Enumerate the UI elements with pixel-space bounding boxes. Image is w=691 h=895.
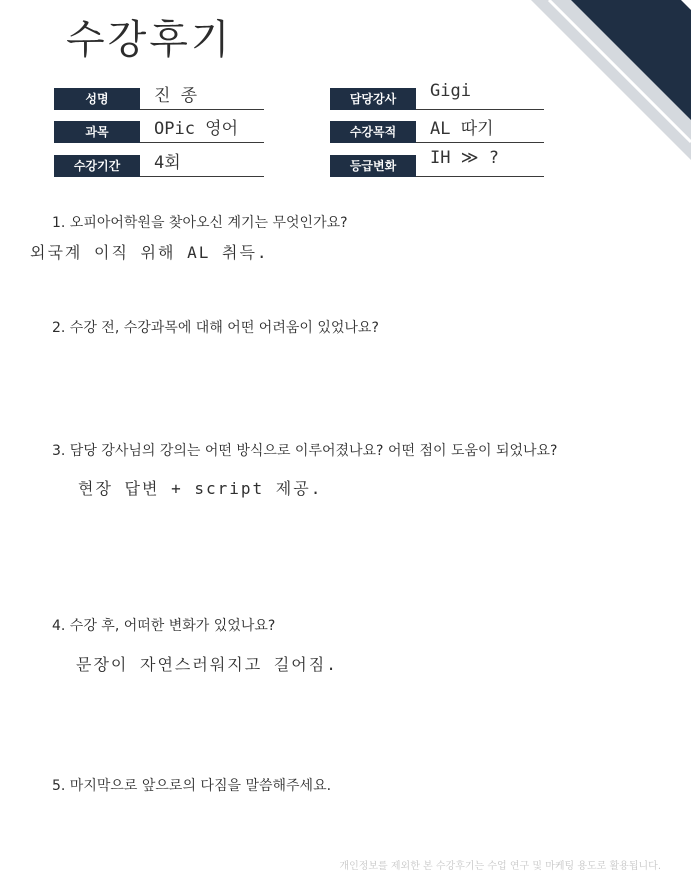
question-2: 2. 수강 전, 수강과목에 대해 어떤 어려움이 있었나요? xyxy=(52,320,379,336)
name-field xyxy=(54,88,264,110)
grade-change-field xyxy=(330,148,544,177)
purpose-value: AL 따기 xyxy=(430,119,494,139)
grade-change-underline xyxy=(416,176,544,177)
corner-decoration xyxy=(531,0,691,160)
subject-value: OPic 영어 xyxy=(154,119,239,139)
question-3: 3. 담당 강사님의 강의는 어떤 방식으로 이루어졌나요? 어떤 점이 도움이 되었나요? xyxy=(52,443,558,459)
period-field xyxy=(54,155,264,177)
period-label: 수강기간 xyxy=(54,155,140,177)
period-underline xyxy=(140,176,264,177)
question-4: 4. 수강 후, 어떠한 변화가 있었나요? xyxy=(52,618,276,634)
question-5: 5. 마지막으로 앞으로의 다짐을 말씀해주세요. xyxy=(52,778,332,794)
purpose-label: 수강목적 xyxy=(330,121,416,143)
answer-4: 문장이 자연스러워지고 길어짐. xyxy=(76,655,338,674)
subject-underline xyxy=(140,142,264,143)
purpose-field xyxy=(330,121,544,143)
teacher-value: Gigi xyxy=(430,81,471,101)
teacher-field xyxy=(330,81,544,110)
page-title: 수강후기 xyxy=(66,17,233,63)
period-value: 4회 xyxy=(154,153,181,173)
subject-label: 과목 xyxy=(54,121,140,143)
footer-note: 개인정보를 제외한 본 수강후기는 수업 연구 및 마케팅 용도로 활용됩니다. xyxy=(339,861,661,872)
purpose-underline xyxy=(416,142,544,143)
question-1: 1. 오피아어학원을 찾아오신 계기는 무엇인가요? xyxy=(52,215,348,231)
grade-change-label: 등급변화 xyxy=(330,155,416,177)
teacher-label: 담당강사 xyxy=(330,88,416,110)
answer-1: 외국계 이직 위해 AL 취득. xyxy=(30,243,269,262)
grade-change-value: IH ≫ ? xyxy=(430,148,499,168)
subject-field xyxy=(54,121,264,143)
answer-3: 현장 답변 + script 제공. xyxy=(78,479,323,498)
name-label: 성명 xyxy=(54,88,140,110)
name-underline xyxy=(140,109,264,110)
teacher-underline xyxy=(416,109,544,110)
name-value: 진 종 xyxy=(154,86,198,106)
